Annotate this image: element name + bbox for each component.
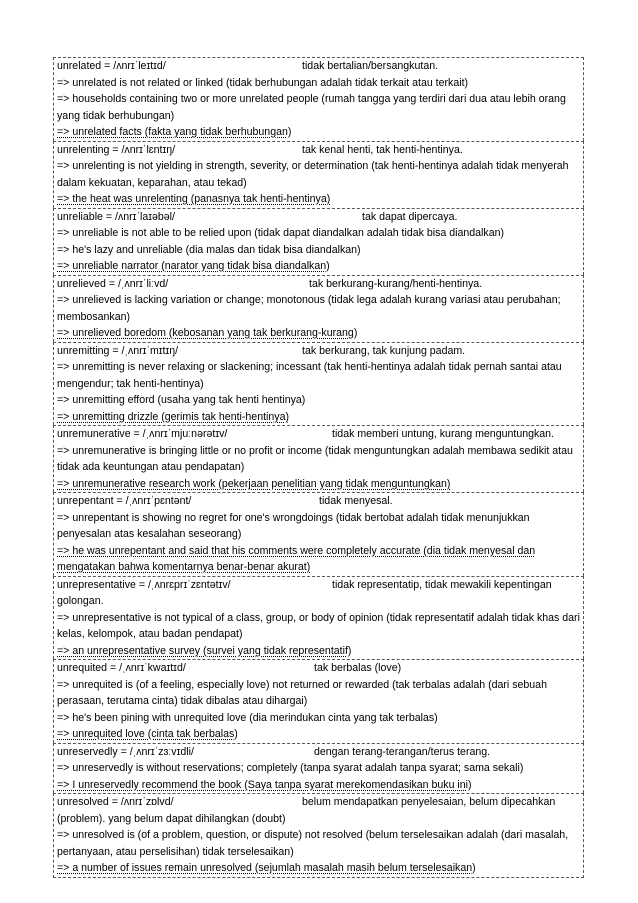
- entry-headword-row: [57, 426, 581, 443]
- entry-headword-row: [57, 493, 581, 510]
- entry-example: => unremitting efford (usaha yang tak henti hentinya): [57, 394, 306, 406]
- entry-term: unrelieved = /ˌʌnrɪˈliːvd/: [57, 277, 169, 290]
- entry-example: => the heat was unrelenting (panasnya tak henti-hentinya): [57, 193, 331, 205]
- entry-definition: => unremitting is never relaxing or slackening; incessant (tak henti-hentinya adalah tidak pernah santai atau mengendur; tak henti-hentinya): [57, 361, 562, 390]
- entry-example: => unrelieved boredom (kebosanan yang tak berkurang-kurang): [57, 327, 358, 339]
- entry-example: => an unrepresentative survey (survei yang tidak representatif): [57, 644, 352, 657]
- entry-example: => he's been pining with unrequited love (dia merindukan cinta yang tak terbalas): [57, 711, 438, 724]
- vocabulary-entry: [53, 743, 584, 794]
- entry-term: unrequited = /ˌʌnrɪˈkwaɪtɪd/: [57, 662, 186, 674]
- entry-headword-row: [57, 744, 581, 761]
- entry-translation: dengan terang-terangan/terus terang.: [314, 745, 491, 758]
- entry-term: unresolved = /ʌnrɪˈzɒlvd/: [57, 796, 174, 808]
- entry-definition: => unremunerative is bringing little or no profit or income (tidak menguntungkan adalah membawa sedikit atau tidak ada keuntungan atau pendapatan): [57, 444, 573, 473]
- entry-term: unrelated = /ʌnrɪˈleɪtɪd/: [57, 60, 166, 72]
- entry-example: => households containing two or more unrelated people (rumah tangga yang terdiri dari dua atau lebih orang yang tidak berhubungan): [57, 93, 566, 122]
- entry-headword-row: [57, 577, 581, 610]
- entry-example: => he's lazy and unreliable (dia malas dan tidak bisa diandalkan): [57, 243, 361, 256]
- vocabulary-entry: [53, 208, 584, 275]
- entry-definition: => unrelieved is lacking variation or change; monotonous (tidak lega adalah kurang variasi atau perubahan; membosankan): [57, 294, 561, 323]
- entry-example: => a number of issues remain unresolved (sejumlah masalah masih belum terselesaikan): [57, 862, 476, 874]
- entry-term: unreservedly = /ˌʌnrɪˈzɜːvɪdli/: [57, 745, 194, 758]
- entry-example: => unremitting drizzle (gerimis tak henti-hentinya): [57, 410, 289, 423]
- vocabulary-page: [53, 57, 584, 878]
- entry-translation: tak kenal henti, tak henti-hentinya.: [302, 143, 463, 156]
- entry-term: unrepresentative = /ˌʌnrɛprɪˈzɛntətɪv/: [57, 578, 231, 591]
- entry-translation: tak berkurang, tak kunjung padam.: [302, 344, 466, 357]
- entry-example: => unrelated facts (fakta yang tidak berhubungan): [57, 126, 292, 138]
- entry-translation: tidak menyesal.: [319, 495, 393, 507]
- entry-translation: belum mendapatkan penyelesaian, belum dipecahkan (problem). yang belum dapat dihilangkan (doubt): [57, 796, 556, 825]
- vocabulary-entry: [53, 492, 584, 576]
- entry-headword-row: [57, 58, 581, 75]
- entry-definition: => unrelenting is not yielding in strength, severity, or determination (tak henti-hentinya adalah tidak menyerah dalam kekuatan, keparahan, atau tekad): [57, 160, 569, 189]
- entry-term: unreliable = /ʌnrɪˈlaɪəbəl/: [57, 210, 175, 223]
- entry-term: unrelenting = /ʌnrɪˈlɛntɪŋ/: [57, 143, 176, 156]
- entry-example: => I unreservedly recommend the book (Saya tanpa syarat merekomendasikan buku ini): [57, 778, 472, 791]
- entry-headword-row: [57, 142, 581, 159]
- entry-definition: => unresolved is (of a problem, question, or dispute) not resolved (belum terselesaikan adalah (dari masalah, pertanyaan, atau perselisihan) tidak terselesaikan): [57, 829, 569, 858]
- entry-translation: tidak representatip, tidak mewakili kepentingan golongan.: [57, 578, 552, 607]
- vocabulary-entry: [53, 141, 584, 208]
- entry-translation: tidak bertalian/bersangkutan.: [302, 60, 439, 72]
- entry-example: => he was unrepentant and said that his comments were completely accurate (dia tidak menyesal dan mengatakan bahwa komentarnya benar-benar akurat): [57, 544, 536, 573]
- entry-definition: => unrepresentative is not typical of a class, group, or body of opinion (tidak representatif adalah tidak khas dari kelas, kelompok, atau badan pendapat): [57, 611, 580, 640]
- entry-definition: => unreliable is not able to be relied upon (tidak dapat diandalkan adalah tidak bisa diandalkan): [57, 227, 505, 239]
- vocabulary-entry: [53, 57, 584, 141]
- entry-term: unremunerative = /ˌʌnrɪˈmjuːnərətɪv/: [57, 428, 228, 440]
- entry-translation: tak berkurang-kurang/henti-hentinya.: [309, 277, 483, 290]
- entry-headword-row: [57, 276, 581, 293]
- vocabulary-entry: [53, 793, 584, 878]
- entry-example: => unremunerative research work (pekerjaan penelitian yang tidak menguntungkan): [57, 477, 451, 490]
- entry-definition: => unrequited is (of a feeling, especially love) not returned or rewarded (tak terbalas adalah (dari sebuah perasaan, terutama cinta) tidak dibalas atau dihargai): [57, 678, 547, 707]
- entry-definition: => unrepentant is showing no regret for one's wrongdoings (tidak bertobat adalah tidak menunjukkan penyesalan atas kesalahan seseorang): [57, 511, 530, 540]
- entry-term: unremitting = /ˌʌnrɪˈmɪtɪŋ/: [57, 344, 179, 357]
- entry-term: unrepentant = /ˌʌnrɪˈpɛntənt/: [57, 495, 192, 507]
- vocabulary-entry: [53, 342, 584, 426]
- entry-headword-row: [57, 794, 581, 827]
- entry-translation: tidak memberi untung, kurang menguntungkan.: [332, 428, 555, 440]
- entry-headword-row: [57, 343, 581, 360]
- entry-definition: => unreservedly is without reservations; completely (tanpa syarat adalah tanpa syarat; sama sekali): [57, 762, 524, 774]
- entry-definition: => unrelated is not related or linked (tidak berhubungan adalah tidak terkait atau terkait): [57, 76, 469, 89]
- entry-headword-row: [57, 209, 581, 226]
- entry-example: => unreliable narrator (narator yang tidak bisa diandalkan): [57, 260, 330, 272]
- entry-translation: tak berbalas (love): [314, 662, 402, 674]
- vocabulary-entry: [53, 576, 584, 660]
- vocabulary-entry: [53, 425, 584, 492]
- entry-headword-row: [57, 660, 581, 677]
- entry-translation: tak dapat dipercaya.: [362, 210, 458, 223]
- vocabulary-entry: [53, 659, 584, 743]
- entry-example: => unrequited love (cinta tak berbalas): [57, 728, 238, 740]
- vocabulary-entry: [53, 275, 584, 342]
